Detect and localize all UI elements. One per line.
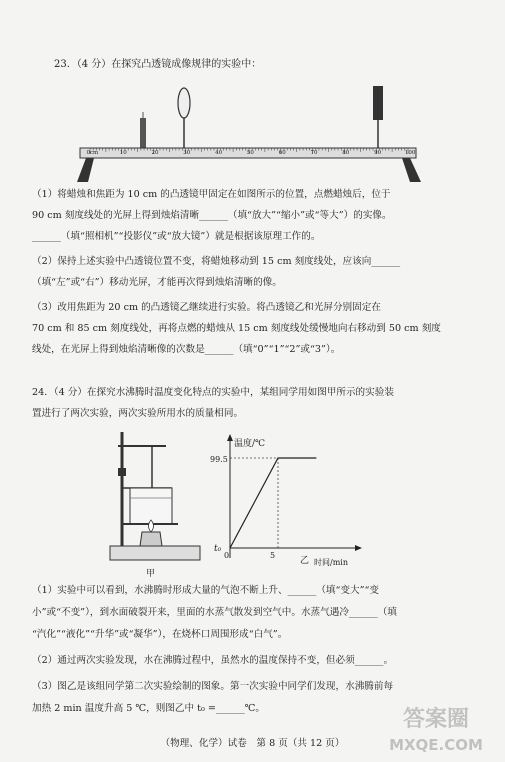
q24-part1-line2: 小”或“不变”），到水面破裂开来，里面的水蒸气散发到空气中。水蒸气遇冷______（填 <box>32 607 397 618</box>
x-axis-label: 时间/min <box>314 558 348 567</box>
q23-part1-line2: 90 cm 刻度线处的光屏上得到烛焰清晰______（填“放大”“缩小”或“等大”）的实像。 <box>32 210 392 221</box>
alcohol-lamp <box>140 532 162 546</box>
q23-part1-line1: （1）将蜡烛和焦距为 10 cm 的凸透镜甲固定在如图所示的位置，点燃蜡烛后，位于 <box>32 189 391 200</box>
ruler-label: 40 <box>215 150 223 156</box>
q23-part2-line1: （2）保持上述实验中凸透镜位置不变，将蜡烛移动到 15 cm 刻度线处，应该向______ <box>32 256 401 267</box>
ruler-label: 60 <box>278 150 286 156</box>
q24-part1-line3: “汽化”“液化”“升华”或“凝华”），在烧杯口周围形成“白气”。 <box>32 629 288 640</box>
candle <box>140 118 146 148</box>
x-tick-5: 5 <box>270 551 276 560</box>
figure-label-jia: 甲 <box>146 569 156 579</box>
series-line <box>230 458 316 548</box>
boiling-apparatus-figure <box>108 428 208 566</box>
light-screen <box>373 86 383 120</box>
temperature-time-chart <box>208 430 368 572</box>
x-tick-0: 0 <box>224 551 230 560</box>
ruler-label: 0cm <box>86 150 99 156</box>
bench-leg-left <box>77 158 94 182</box>
q23-part1-line3: ______（填“照相机”“投影仪”或“放大镜”）就是根据该原理工作的。 <box>32 231 321 242</box>
q24-intro-line2: 置进行了两次实验，两次实验所用水的质量相同。 <box>32 408 244 419</box>
ruler-label: 90 <box>374 150 382 156</box>
ruler-label: 80 <box>342 150 350 156</box>
ruler-label: 100 <box>404 150 416 156</box>
watermark-bottom: MXQE.COM <box>389 736 483 754</box>
page-footer: （物理、化学）试卷 第 8 页（共 12 页） <box>160 738 345 749</box>
ruler-label: 10 <box>119 150 127 156</box>
optical-bench-figure <box>72 80 426 190</box>
q23-part3-line1: （3）改用焦距为 20 cm 的凸透镜乙继续进行实验。将凸透镜乙和光屏分别固定在 <box>32 302 381 313</box>
ruler-label: 30 <box>183 150 191 156</box>
clamp <box>118 468 126 476</box>
q24-part2: （2）通过两次实验发现，水在沸腾过程中，虽然水的温度保持不变，但必须______。 <box>32 655 394 666</box>
y-tick-t0: t₀ <box>214 544 222 554</box>
watermark-top: 答案圈 <box>402 707 470 732</box>
ruler-label: 50 <box>246 150 254 156</box>
y-axis-label: 温度/℃ <box>234 439 266 449</box>
q24-part3-line2: 加热 2 min 温度升高 5 ℃，则图乙中 t₀ =______℃。 <box>32 703 266 714</box>
beaker <box>130 488 172 524</box>
watermark-logo <box>381 700 491 758</box>
q24-part3-line1: （3）图乙是该组同学第二次实验绘制的图象。第一次实验中同学们发现，水沸腾前每 <box>32 681 394 692</box>
bench-leg-right <box>402 158 421 182</box>
convex-lens <box>178 88 190 118</box>
ruler-label: 20 <box>151 150 159 156</box>
figure-label-yi: 乙 <box>300 556 310 566</box>
q23-part3-line2: 70 cm 和 85 cm 刻度线处，再将点燃的蜡烛从 15 cm 刻度线处缓慢地向右移动到 50 cm 刻度 <box>32 323 441 334</box>
q23-part3-line3: 线处，在光屏上得到烛焰清晰像的次数是______（填“0”“1”“2”或“3”）。 <box>32 344 341 355</box>
ruler-label: 70 <box>310 150 318 156</box>
q24-part1-line1: （1）实验中可以看到，水沸腾时形成大量的气泡不断上升、______（填“变大”“变 <box>32 585 380 596</box>
base-plate <box>110 546 200 560</box>
q23-part2-line2: （填“左”或“右”）移动光屏，才能再次得到烛焰清晰的像。 <box>32 277 282 288</box>
y-tick-99-5: 99.5 <box>210 455 228 464</box>
q23-title: 23．（4 分）在探究凸透镜成像规律的实验中： <box>54 59 262 70</box>
q24-intro-line1: 24．（4 分）在探究水沸腾时温度变化特点的实验中，某组同学用如图甲所示的实验装 <box>32 387 394 398</box>
